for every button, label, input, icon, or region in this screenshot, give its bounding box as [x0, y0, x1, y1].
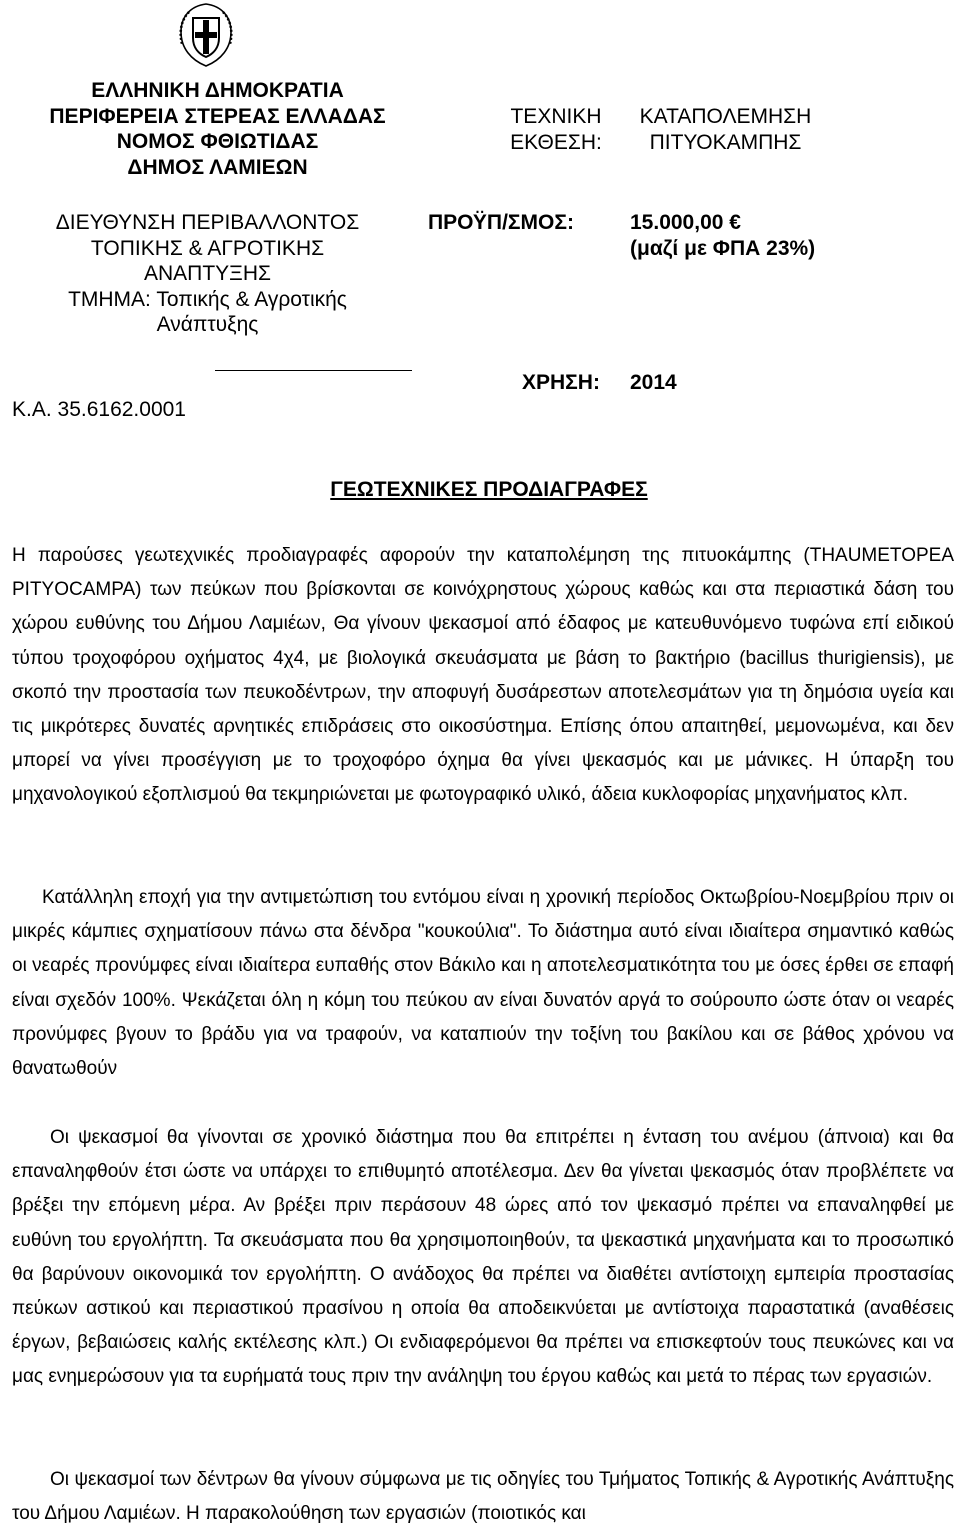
budget-label: ΠΡΟΫΠ/ΣΜΟΣ:	[428, 211, 574, 234]
header-line-4: ΔΗΜΟΣ ΛΑΜΙΕΩΝ	[127, 155, 308, 179]
paragraph-3: Οι ψεκασμοί θα γίνονται σε χρονικό διάστημα που θα επιτρέπει η ένταση του ανέμου (άπνοια) και θα επαναληφθούν έτσι ώστε να υπάρχει το επιθυμητό αποτέλεσμα. Δεν θα γίνεται ψεκασμός όταν προβλέπετε να βρέξει την επόμενη μέρα. Αν βρέξει πριν περάσουν 48 ώρες από τον ψεκασμό πρέπει να επαναληφθεί με ευθύνη του εργολήπτη. Τα σκευάσματα που θα χρησιμοποιηθούν, τα ψεκαστικά μηχανήματα και το προσωπικό θα βαρύνουν οικονομικά τον εργολήπτη. Ο ανάδοχος θα πρέπει να διαθέτει αντίστοιχη εμπειρία προστασίας πεύκων αστικού και περιαστικού πρασίνου η οποία θα αποδεικνύεται με αντίστοιχα παραστατικά (αναθέσεις έργων, βεβαιώσεις καλής εκτέλεσης κλπ.) Οι ενδιαφερόμενοι θα πρέπει να επισκεφτούν τους πευκώνες και να μας ενημερώσουν για τα ευρήματά τους πριν την ανάληψη του έργου καθώς και μετά το πέρας των εργασιών.	[12, 1127, 954, 1388]
department-line-5: Ανάπτυξης	[156, 313, 259, 336]
budget-code: Κ.Α. 35.6162.0001	[12, 398, 186, 421]
department-line-3: ΑΝΑΠΤΥΞΗΣ	[144, 262, 271, 285]
report-label-line-1: ΤΕΧΝΙΚΗ	[510, 105, 602, 128]
budget-value: 15.000,00 €	[630, 211, 741, 234]
department-line-2: ΤΟΠΙΚΗΣ & ΑΓΡΟΤΙΚΗΣ	[90, 236, 325, 260]
signature-rule	[215, 370, 412, 371]
budget-vat-note: (μαζί με ΦΠΑ 23%)	[630, 237, 816, 260]
header-line-2: ΠΕΡΙΦΕΡΕΙΑ ΣΤΕΡΕΑΣ ΕΛΛΑΔΑΣ	[49, 104, 386, 128]
section-title: ΓΕΩΤΕΧΝΙΚΕΣ ΠΡΟΔΙΑΓΡΑΦΕΣ	[330, 478, 648, 501]
header-line-3: ΝΟΜΟΣ ΦΘΙΩΤΙΔΑΣ	[116, 130, 319, 153]
header-line-1: ΕΛΛΗΝΙΚΗ ΔΗΜΟΚΡΑΤΙΑ	[91, 79, 344, 102]
paragraph-1: Η παρούσες γεωτεχνικές προδιαγραφές αφορούν την καταπολέμηση της πιτυοκάμπης (THAUMETOPEA PITYOCAMPA) των πεύκων που βρίσκονται σε κοινόχρηστους χώρους καθώς και στα περιαστικά δάση του χώρου ευθύνης του Δήμου Λαμιέων, Θα γίνουν ψεκασμοί από έδαφος με κατευθυνόμενο τυφώνα επί ειδικού τύπου τροχοφόρου οχήματος 4χ4, με βιολογικά σκευάσματα με βάση το βακτήριο (bacillus thurigiensis), με σκοπό την προστασία των πευκοδέντρων, την αποφυγή δυσάρεστων αποτελεσμάτων για τη δημόσια υγεία και τις μικρότερες δυνατές αρνητικές επιδράσεις στο οικοσύστημα. Επίσης όπου απαιτηθεί, μεμονωμένα, και δεν μπορεί να γίνει προσέγγιση με το τροχοφόρο όχημα θα γίνει ψεκασμός και με μάνικες. Η ύπαρξη του μηχανολογικού εξοπλισμού θα τεκμηριώνεται με φωτογραφικό υλικό, άδεια κυκλοφορίας μηχανήματος κλπ.	[12, 545, 954, 806]
greek-emblem-icon	[173, 2, 239, 68]
paragraph-2: Κατάλληλη εποχή για την αντιμετώπιση του εντόμου είναι η χρονική περίοδος Οκτωβρίου-Νοεμβρίου πριν οι μικρές κάμπιες σχηματίσουν πάνω στα δένδρα "κουκούλια". Το διάστημα αυτό είναι ιδιαίτερα σημαντικό καθώς οι νεαρές προνύμφες είναι ιδιαίτερα ευπαθής στον Βάκιλο και η αποτελεσματικότητα του με όσες έρθει σε επαφή είναι σχεδόν 100%. Ψεκάζεται όλη η κόμη του πεύκου αν είναι δυνατόν αργά το σούρουπο ώστε όταν οι νεαρές προνύμφες βγουν το βράδυ για να τραφούν, να καταπιούν την τοξίνη του βακίλου και σε βάθος χρόνου να θανατωθούν	[12, 887, 954, 1080]
report-label-line-2: ΕΚΘΕΣΗ:	[510, 130, 602, 154]
year-value: 2014	[630, 371, 677, 394]
department-line-1: ΔΙΕΥΘΥΝΣΗ ΠΕΡΙΒΑΛΛΟΝΤΟΣ	[55, 211, 360, 234]
report-title-line-1: ΚΑΤΑΠΟΛΕΜΗΣΗ	[639, 105, 812, 128]
department-line-4: ΤΜΗΜΑ: Τοπικής & Αγροτικής	[68, 287, 347, 311]
report-title-line-2: ΠΙΤΥΟΚΑΜΠΗΣ	[649, 130, 802, 154]
paragraph-4: Οι ψεκασμοί των δέντρων θα γίνουν σύμφωνα με τις οδηγίες του Τμήματος Τοπικής & Αγροτικής Ανάπτυξης του Δήμου Λαμιέων. Η παρακολούθηση των εργασιών (ποιοτικός και	[12, 1469, 954, 1525]
year-label: ΧΡΗΣΗ:	[522, 371, 600, 394]
